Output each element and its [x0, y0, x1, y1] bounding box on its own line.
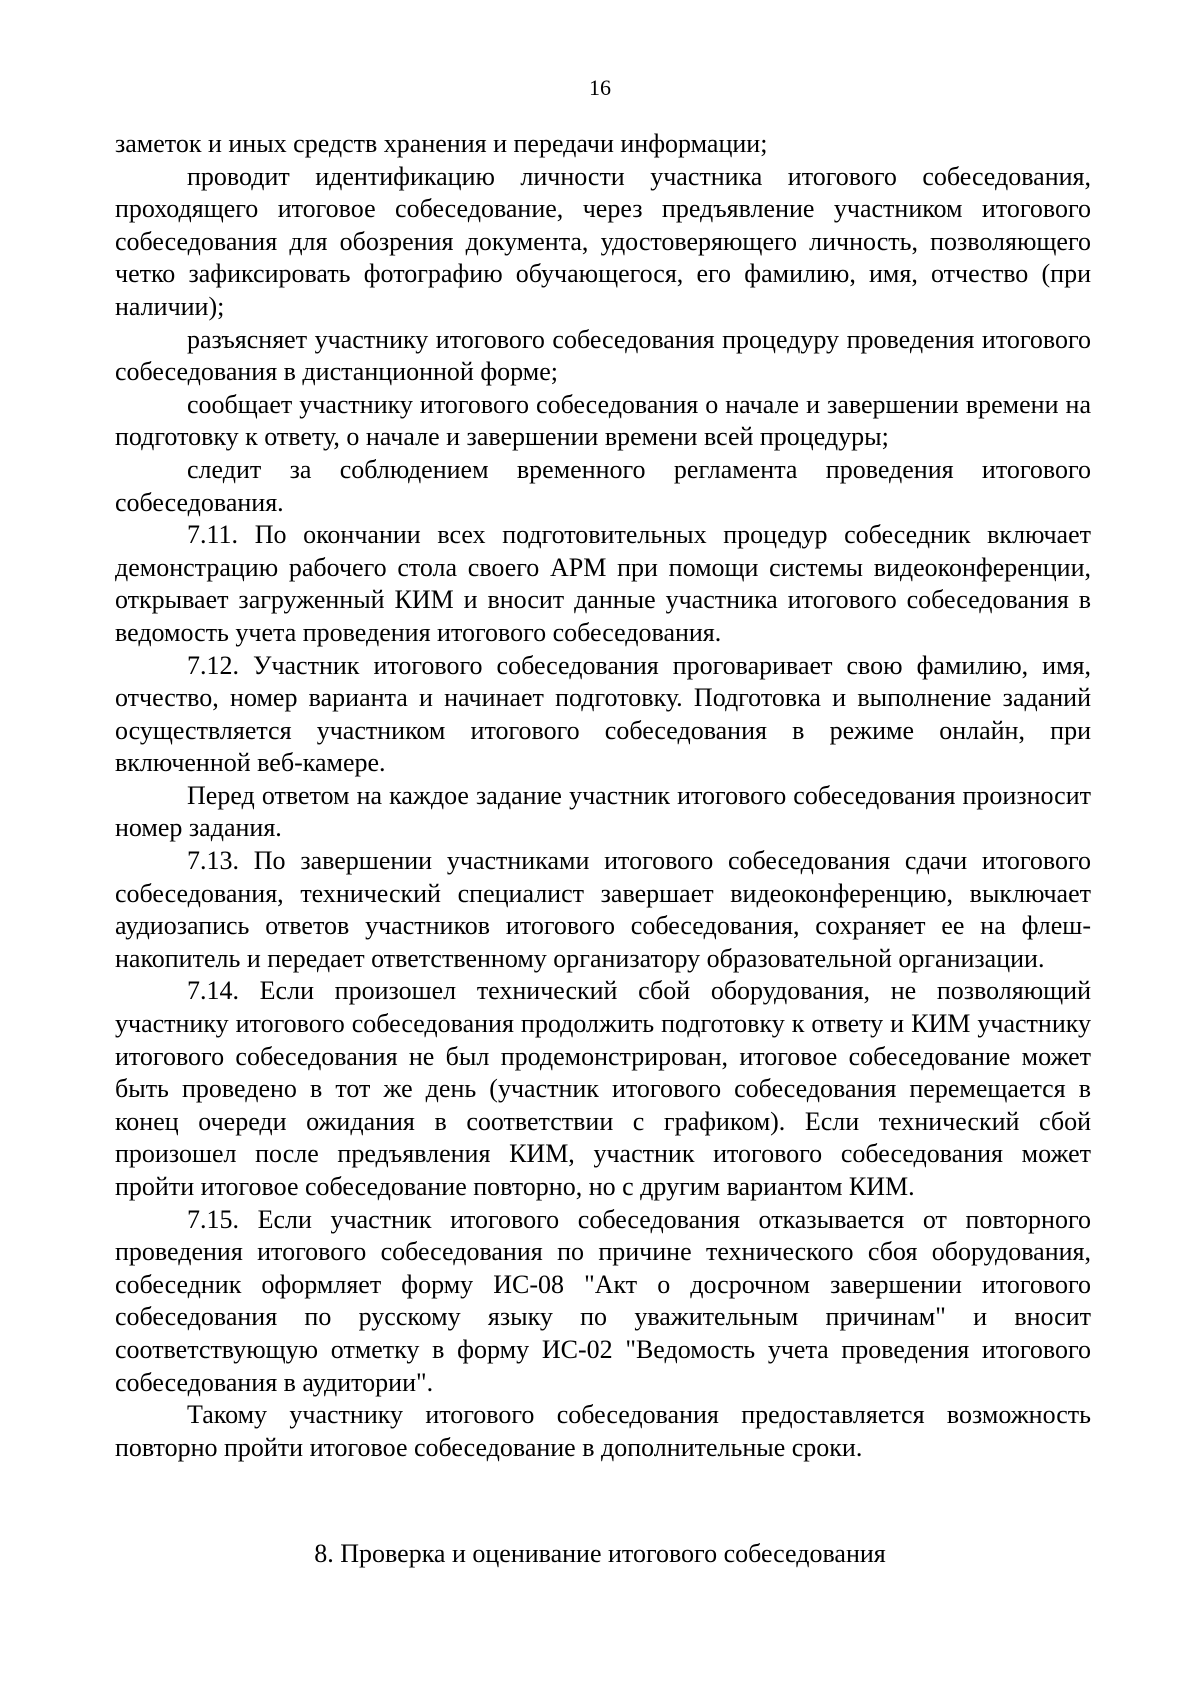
paragraph: сообщает участнику итогового собеседования о начале и завершении времени на подготовку к ответу, о начале и завершении времени всей процедуры; — [115, 389, 1091, 452]
paragraph: проводит идентификацию личности участника итогового собеседования, проходящего итоговое собеседование, через предъявление участником итогового собеседования для обозрения документа, удостоверяющего личность, позволяющего четко зафиксировать фотографию обучающегося, его фамилию, имя, отчество (при наличии); — [115, 161, 1091, 321]
paragraph: разъясняет участнику итогового собеседования процедуру проведения итогового собеседования в дистанционной форме; — [115, 324, 1091, 387]
paragraph-7-12: 7.12. Участник итогового собеседования проговаривает свою фамилию, имя, отчество, номер варианта и начинает подготовку. Подготовка и выполнение заданий осуществляется участником итогового собеседования в режиме онлайн, при включенной веб-камере. — [115, 650, 1091, 778]
paragraph: следит за соблюдением временного регламента проведения итогового собеседования. — [115, 454, 1091, 517]
paragraph-7-13: 7.13. По завершении участниками итогового собеседования сдачи итогового собеседования, технический специалист завершает видеоконференцию, выключает аудиозапись ответов участников итогового собеседования, сохраняет ее на флеш-накопитель и передает ответственному организатору образовательной организации. — [115, 846, 1091, 973]
paragraph-7-11: 7.11. По окончании всех подготовительных процедур собеседник включает демонстрацию рабочего стола своего АРМ при помощи системы видеоконференции, открывает загруженный КИМ и вносит данные участника итогового собеседования в ведомость учета проведения итогового собеседования. — [115, 520, 1091, 647]
page-number: 16 — [589, 75, 611, 100]
paragraph-7-14: 7.14. Если произошел технический сбой оборудования, не позволяющий участнику итогового собеседования продолжить подготовку к ответу и КИМ участнику итогового собеседования не был продемонстрирован, итоговое собеседование может быть проведено в тот же день (участник итогового собеседования перемещается в конец очереди ожидания в соответствии с графиком). Если технический сбой произошел после предъявления КИМ, участник итогового собеседования может пройти итоговое собеседование повторно, но с другим вариантом КИМ. — [115, 976, 1091, 1201]
section-heading: 8. Проверка и оценивание итогового собеседования — [314, 1539, 886, 1568]
paragraph: заметок и иных средств хранения и передачи информации; — [115, 129, 768, 158]
paragraph-7-15: 7.15. Если участник итогового собеседования отказывается от повторного проведения итогового собеседования по причине технического сбоя оборудования, собеседник оформляет форму ИС-08 "Акт о досрочном завершении итогового собеседования по русскому языку по уважительным причинам" и вносит соответствующую отметку в форму ИС-02 "Ведомость учета проведения итогового собеседования в аудитории". — [115, 1204, 1091, 1397]
paragraph: Перед ответом на каждое задание участник итогового собеседования произносит номер задания. — [115, 780, 1091, 843]
document-body — [115, 128, 1091, 1464]
paragraph: Такому участнику итогового собеседования предоставляется возможность повторно пройти итоговое собеседование в дополнительные сроки. — [115, 1400, 1091, 1462]
